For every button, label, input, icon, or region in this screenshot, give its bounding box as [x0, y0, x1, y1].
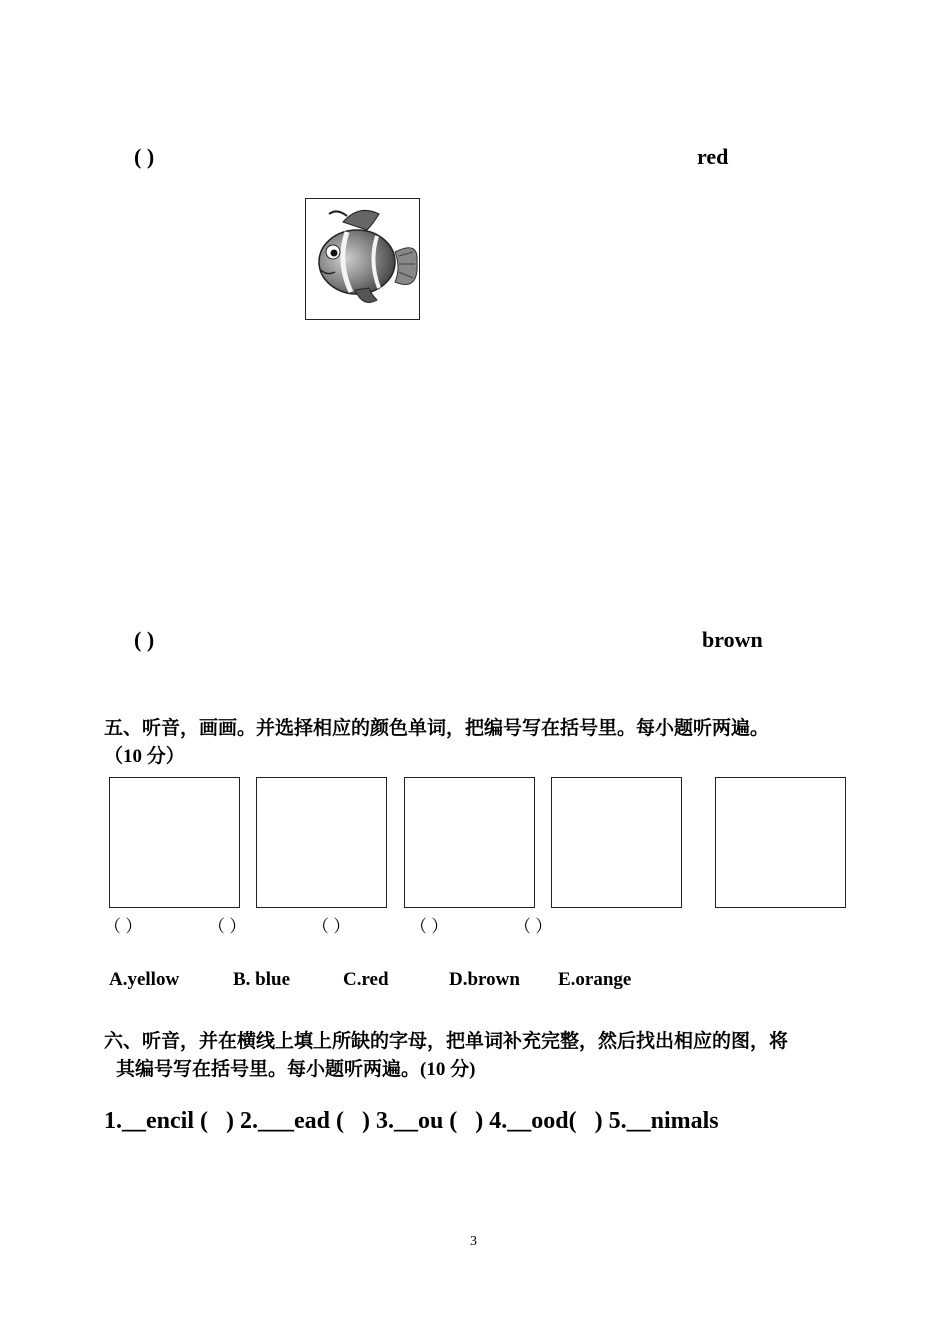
answer-paren-2[interactable]: ( ): [134, 627, 155, 652]
color-answer-paren-3[interactable]: （ ）: [312, 917, 351, 936]
drawing-box-3[interactable]: [404, 777, 535, 908]
option-c: C.red: [343, 969, 389, 990]
clownfish-icon: [307, 200, 419, 319]
drawing-box-5[interactable]: [715, 777, 846, 908]
word-red: red: [697, 144, 729, 169]
color-answer-paren-1[interactable]: （ ）: [104, 917, 143, 936]
section5-score: （10 分）: [104, 746, 185, 767]
word-brown: brown: [702, 627, 763, 652]
option-b: B. blue: [233, 969, 291, 990]
fish-picture-frame: [305, 198, 420, 320]
page-number: 3: [470, 1234, 477, 1249]
section6-title-line1: 六、听音，并在横线上填上所缺的字母，把单词补充完整，然后找出相应的图，将: [104, 1031, 789, 1052]
answer-paren-1[interactable]: ( ): [134, 144, 155, 169]
drawing-box-1[interactable]: [109, 777, 240, 908]
drawing-box-2[interactable]: [256, 777, 387, 908]
section6-title-line2: 其编号写在括号里。每小题听两遍。(10 分): [116, 1059, 476, 1080]
color-answer-paren-4[interactable]: （ ）: [410, 917, 449, 936]
color-answer-paren-2[interactable]: （ ）: [208, 917, 247, 936]
color-answer-paren-5[interactable]: （ ）: [514, 917, 553, 936]
option-a: A.yellow: [109, 969, 180, 990]
section5-title: 五、听音，画画。并选择相应的颜色单词，把编号写在括号里。每小题听两遍。: [104, 718, 770, 739]
option-e: E.orange: [558, 969, 632, 990]
drawing-box-4[interactable]: [551, 777, 682, 908]
option-d: D.brown: [449, 969, 520, 990]
fill-in-blank-items[interactable]: 1.__encil ( ) 2.___ead ( ) 3.__ou ( ) 4.__ood( ) 5.__nimals: [104, 1108, 719, 1134]
